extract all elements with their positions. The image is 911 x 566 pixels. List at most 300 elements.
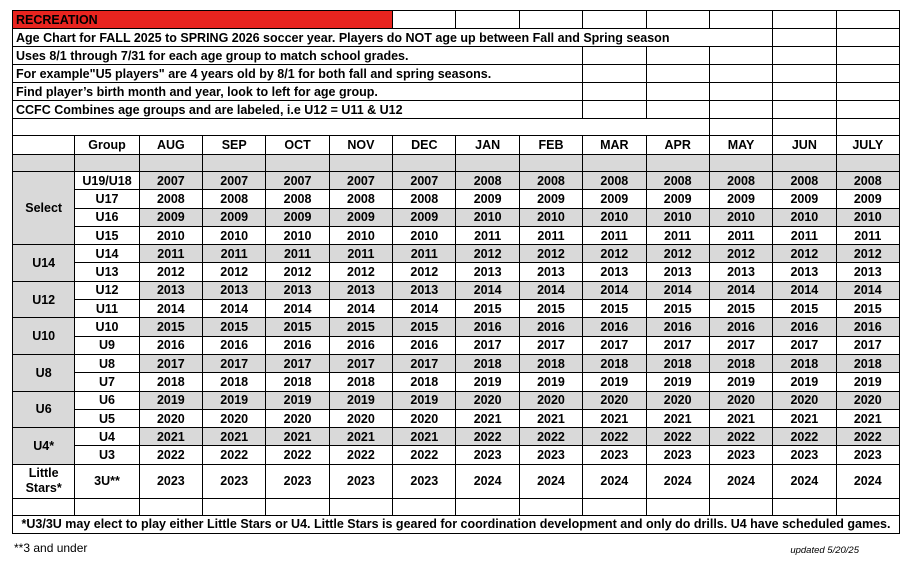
group-cell: U8 [75, 354, 139, 372]
year-cell: 2023 [709, 446, 772, 464]
group-cell: U13 [75, 263, 139, 281]
table-row [13, 373, 900, 391]
year-cell: 2010 [393, 226, 456, 244]
empty-cell [836, 119, 899, 136]
year-cell: 2008 [646, 172, 709, 190]
year-cell: 2019 [519, 373, 582, 391]
intro-row [13, 101, 900, 119]
year-cell: 2019 [139, 391, 202, 409]
empty-cell [139, 498, 202, 515]
year-cell: 2015 [773, 300, 836, 318]
column-header-month: APR [646, 136, 709, 155]
year-cell: 2022 [583, 428, 646, 446]
column-header-month: JUN [773, 136, 836, 155]
year-cell: 2020 [456, 391, 519, 409]
year-cell: 2023 [139, 464, 202, 498]
year-cell: 2023 [836, 446, 899, 464]
column-header-month: AUG [139, 136, 202, 155]
table-row [13, 354, 900, 372]
empty-cell [646, 65, 709, 83]
year-cell: 2008 [393, 190, 456, 208]
year-cell: 2011 [773, 226, 836, 244]
year-cell: 2022 [646, 428, 709, 446]
year-cell: 2012 [329, 263, 392, 281]
empty-cell [773, 119, 836, 136]
year-cell: 2007 [393, 172, 456, 190]
empty-cell [583, 155, 646, 172]
column-header-month: DEC [393, 136, 456, 155]
year-cell: 2022 [709, 428, 772, 446]
group-cell: U16 [75, 208, 139, 226]
empty-cell [75, 498, 139, 515]
year-cell: 2011 [139, 245, 202, 263]
year-cell: 2009 [139, 208, 202, 226]
year-cell: 2011 [456, 226, 519, 244]
table-row [13, 245, 900, 263]
title-row [13, 11, 900, 29]
empty-cell [709, 498, 772, 515]
year-cell: 2018 [519, 354, 582, 372]
intro-row [13, 83, 900, 101]
empty-cell [836, 101, 899, 119]
year-cell: 2018 [139, 373, 202, 391]
little-stars-row [13, 464, 900, 498]
table-row [13, 208, 900, 226]
empty-cell [773, 498, 836, 515]
year-cell: 2009 [583, 190, 646, 208]
empty-cell [519, 11, 582, 29]
year-cell: 2018 [583, 354, 646, 372]
year-cell: 2022 [773, 428, 836, 446]
table-row [13, 409, 900, 427]
empty-cell [836, 47, 899, 65]
year-cell: 2014 [519, 281, 582, 299]
year-cell: 2015 [266, 318, 329, 336]
age-group-label-little-stars [13, 464, 75, 498]
year-cell: 2017 [203, 354, 266, 372]
year-cell: 2010 [709, 208, 772, 226]
year-cell: 2016 [583, 318, 646, 336]
column-header-month: OCT [266, 136, 329, 155]
intro-line: Uses 8/1 through 7/31 for each age group to match school grades. [13, 47, 583, 65]
group-cell: U19/U18 [75, 172, 139, 190]
year-cell: 2015 [583, 300, 646, 318]
group-cell: U9 [75, 336, 139, 354]
year-cell: 2024 [836, 464, 899, 498]
table-row [13, 226, 900, 244]
year-cell: 2008 [773, 172, 836, 190]
year-cell: 2015 [456, 300, 519, 318]
year-cell: 2015 [709, 300, 772, 318]
year-cell: 2010 [329, 226, 392, 244]
group-cell: U10 [75, 318, 139, 336]
year-cell: 2011 [709, 226, 772, 244]
empty-cell [13, 136, 75, 155]
year-cell: 2020 [646, 391, 709, 409]
year-cell: 2017 [456, 336, 519, 354]
age-group-label: U4* [13, 428, 75, 465]
empty-cell [646, 47, 709, 65]
year-cell: 2019 [329, 391, 392, 409]
year-cell: 2011 [393, 245, 456, 263]
empty-cell [329, 155, 392, 172]
year-cell: 2020 [709, 391, 772, 409]
table-row [13, 172, 900, 190]
empty-cell [836, 11, 899, 29]
empty-cell [583, 498, 646, 515]
empty-cell [203, 155, 266, 172]
empty-cell [646, 11, 709, 29]
year-cell: 2009 [266, 208, 329, 226]
year-cell: 2010 [456, 208, 519, 226]
year-cell: 2014 [266, 300, 329, 318]
intro-line: For example"U5 players" are 4 years old by 8/1 for both fall and spring seasons. [13, 65, 583, 83]
year-cell: 2020 [329, 409, 392, 427]
year-cell: 2010 [139, 226, 202, 244]
year-cell: 2012 [393, 263, 456, 281]
year-cell: 2023 [456, 446, 519, 464]
year-cell: 2017 [709, 336, 772, 354]
year-cell: 2017 [583, 336, 646, 354]
table-row [13, 300, 900, 318]
year-cell: 2023 [519, 446, 582, 464]
empty-cell [583, 83, 646, 101]
empty-cell [583, 11, 646, 29]
year-cell: 2017 [393, 354, 456, 372]
year-cell: 2014 [583, 281, 646, 299]
year-cell: 2016 [329, 336, 392, 354]
intro-line: CCFC Combines age groups and are labeled, i.e U12 = U11 & U12 [13, 101, 583, 119]
year-cell: 2019 [773, 373, 836, 391]
year-cell: 2021 [646, 409, 709, 427]
year-cell: 2012 [836, 245, 899, 263]
table-row [13, 336, 900, 354]
year-cell: 2015 [139, 318, 202, 336]
empty-cell [456, 498, 519, 515]
group-cell: U6 [75, 391, 139, 409]
year-cell: 2023 [583, 446, 646, 464]
year-cell: 2010 [646, 208, 709, 226]
year-cell: 2020 [583, 391, 646, 409]
updated-date: updated 5/20/25 [790, 545, 859, 556]
gray-spacer-row [13, 155, 900, 172]
year-cell: 2022 [139, 446, 202, 464]
year-cell: 2018 [456, 354, 519, 372]
year-cell: 2008 [329, 190, 392, 208]
year-cell: 2020 [393, 409, 456, 427]
column-header-month: JULY [836, 136, 899, 155]
year-cell: 2022 [203, 446, 266, 464]
year-cell: 2019 [836, 373, 899, 391]
title-recreation: RECREATION [13, 11, 393, 29]
year-cell: 2015 [393, 318, 456, 336]
year-cell: 2021 [266, 428, 329, 446]
empty-cell [583, 101, 646, 119]
year-cell: 2019 [709, 373, 772, 391]
footnote-3-and-under: **3 and under [14, 541, 88, 555]
table-row [13, 281, 900, 299]
empty-cell [13, 498, 75, 515]
year-cell: 2019 [583, 373, 646, 391]
group-cell: U7 [75, 373, 139, 391]
year-cell: 2017 [139, 354, 202, 372]
group-cell: U14 [75, 245, 139, 263]
year-cell: 2007 [266, 172, 329, 190]
intro-line: Age Chart for FALL 2025 to SPRING 2026 soccer year. Players do NOT age up between Fall and Spring season [13, 29, 773, 47]
empty-cell [709, 155, 772, 172]
year-cell: 2013 [456, 263, 519, 281]
year-cell: 2008 [836, 172, 899, 190]
year-cell: 2009 [456, 190, 519, 208]
year-cell: 2021 [583, 409, 646, 427]
year-cell: 2020 [139, 409, 202, 427]
year-cell: 2015 [519, 300, 582, 318]
year-cell: 2014 [709, 281, 772, 299]
year-cell: 2012 [583, 245, 646, 263]
year-cell: 2014 [329, 300, 392, 318]
group-cell: U11 [75, 300, 139, 318]
year-cell: 2015 [646, 300, 709, 318]
empty-cell [836, 498, 899, 515]
year-cell: 2007 [329, 172, 392, 190]
empty-cell [773, 83, 836, 101]
little-stars-line2: Stars* [25, 481, 62, 496]
year-cell: 2021 [329, 428, 392, 446]
empty-cell [456, 11, 519, 29]
year-cell: 2016 [519, 318, 582, 336]
year-cell: 2011 [583, 226, 646, 244]
year-cell: 2012 [203, 263, 266, 281]
year-cell: 2021 [139, 428, 202, 446]
year-cell: 2013 [203, 281, 266, 299]
age-group-label: U6 [13, 391, 75, 428]
year-cell: 2013 [329, 281, 392, 299]
year-cell: 2024 [646, 464, 709, 498]
year-cell: 2014 [203, 300, 266, 318]
year-cell: 2009 [393, 208, 456, 226]
column-header-month: FEB [519, 136, 582, 155]
year-cell: 2013 [266, 281, 329, 299]
empty-cell [75, 155, 139, 172]
year-cell: 2019 [646, 373, 709, 391]
age-group-label: Select [13, 172, 75, 245]
year-cell: 2011 [836, 226, 899, 244]
year-cell: 2024 [583, 464, 646, 498]
year-cell: 2019 [266, 391, 329, 409]
year-cell: 2008 [266, 190, 329, 208]
empty-cell [393, 11, 456, 29]
column-header-month: MAR [583, 136, 646, 155]
year-cell: 2012 [646, 245, 709, 263]
empty-cell [393, 498, 456, 515]
empty-cell [709, 11, 772, 29]
year-cell: 2010 [519, 208, 582, 226]
year-cell: 2010 [836, 208, 899, 226]
year-cell: 2023 [203, 464, 266, 498]
year-cell: 2007 [139, 172, 202, 190]
age-group-label: U10 [13, 318, 75, 355]
empty-cell [13, 155, 75, 172]
empty-cell [583, 47, 646, 65]
year-cell: 2012 [519, 245, 582, 263]
year-cell: 2012 [456, 245, 519, 263]
year-cell: 2007 [203, 172, 266, 190]
year-cell: 2023 [646, 446, 709, 464]
year-cell: 2021 [203, 428, 266, 446]
year-cell: 2011 [203, 245, 266, 263]
year-cell: 2021 [456, 409, 519, 427]
year-cell: 2022 [266, 446, 329, 464]
empty-cell [266, 155, 329, 172]
group-cell: U17 [75, 190, 139, 208]
year-cell: 2023 [266, 464, 329, 498]
year-cell: 2018 [773, 354, 836, 372]
group-cell: U4 [75, 428, 139, 446]
column-header-month: NOV [329, 136, 392, 155]
empty-cell [709, 119, 772, 136]
table-row [13, 391, 900, 409]
year-cell: 2018 [203, 373, 266, 391]
year-cell: 2009 [519, 190, 582, 208]
year-cell: 2013 [836, 263, 899, 281]
year-cell: 2022 [519, 428, 582, 446]
year-cell: 2013 [709, 263, 772, 281]
group-cell: U3 [75, 446, 139, 464]
year-cell: 2016 [393, 336, 456, 354]
group-cell: U15 [75, 226, 139, 244]
year-cell: 2021 [773, 409, 836, 427]
empty-cell [646, 101, 709, 119]
year-cell: 2013 [583, 263, 646, 281]
year-cell: 2019 [456, 373, 519, 391]
empty-cell [203, 498, 266, 515]
year-cell: 2010 [203, 226, 266, 244]
year-cell: 2013 [393, 281, 456, 299]
intro-row [13, 47, 900, 65]
header-row [13, 136, 900, 155]
empty-cell [773, 101, 836, 119]
empty-cell [773, 65, 836, 83]
year-cell: 2010 [266, 226, 329, 244]
year-cell: 2023 [329, 464, 392, 498]
year-cell: 2021 [836, 409, 899, 427]
year-cell: 2016 [836, 318, 899, 336]
year-cell: 2010 [773, 208, 836, 226]
empty-cell [646, 83, 709, 101]
empty-cell [773, 47, 836, 65]
empty-cell [836, 83, 899, 101]
year-cell: 2020 [519, 391, 582, 409]
empty-cell [393, 155, 456, 172]
year-cell: 2020 [266, 409, 329, 427]
year-cell: 2008 [519, 172, 582, 190]
footnote: *U3/3U may elect to play either Little Stars or U4. Little Stars is geared for coordination development and only do drills. U4 have scheduled games. [13, 515, 900, 533]
year-cell: 2010 [583, 208, 646, 226]
year-cell: 2020 [773, 391, 836, 409]
year-cell: 2020 [836, 391, 899, 409]
column-header-month: JAN [456, 136, 519, 155]
year-cell: 2011 [519, 226, 582, 244]
empty-cell [836, 65, 899, 83]
column-header-month: SEP [203, 136, 266, 155]
year-cell: 2018 [393, 373, 456, 391]
group-cell: U5 [75, 409, 139, 427]
year-cell: 2016 [456, 318, 519, 336]
year-cell: 2015 [836, 300, 899, 318]
year-cell: 2014 [456, 281, 519, 299]
year-cell: 2008 [709, 172, 772, 190]
year-cell: 2013 [773, 263, 836, 281]
year-cell: 2012 [709, 245, 772, 263]
year-cell: 2009 [203, 208, 266, 226]
age-chart-table [12, 10, 900, 534]
year-cell: 2022 [456, 428, 519, 446]
year-cell: 2017 [646, 336, 709, 354]
year-cell: 2011 [266, 245, 329, 263]
year-cell: 2022 [836, 428, 899, 446]
year-cell: 2015 [203, 318, 266, 336]
year-cell: 2009 [836, 190, 899, 208]
intro-line: Find player’s birth month and year, look to left for age group. [13, 83, 583, 101]
year-cell: 2009 [646, 190, 709, 208]
group-cell: U12 [75, 281, 139, 299]
year-cell: 2012 [266, 263, 329, 281]
year-cell: 2021 [519, 409, 582, 427]
empty-cell [709, 101, 772, 119]
year-cell: 2014 [836, 281, 899, 299]
empty-cell [329, 498, 392, 515]
year-cell: 2012 [773, 245, 836, 263]
year-cell: 2019 [203, 391, 266, 409]
age-group-label: U14 [13, 245, 75, 282]
intro-row [13, 65, 900, 83]
year-cell: 2020 [203, 409, 266, 427]
year-cell: 2024 [773, 464, 836, 498]
year-cell: 2013 [519, 263, 582, 281]
year-cell: 2011 [329, 245, 392, 263]
year-cell: 2022 [329, 446, 392, 464]
year-cell: 2009 [329, 208, 392, 226]
year-cell: 2017 [773, 336, 836, 354]
year-cell: 2014 [646, 281, 709, 299]
table-row [13, 190, 900, 208]
year-cell: 2018 [329, 373, 392, 391]
year-cell: 2009 [709, 190, 772, 208]
table-row [13, 263, 900, 281]
year-cell: 2024 [709, 464, 772, 498]
little-stars-line1: Little [28, 466, 59, 481]
year-cell: 2015 [329, 318, 392, 336]
year-cell: 2016 [646, 318, 709, 336]
year-cell: 2013 [139, 281, 202, 299]
year-cell: 2017 [519, 336, 582, 354]
year-cell: 2022 [393, 446, 456, 464]
empty-cell [519, 155, 582, 172]
empty-cell [13, 119, 710, 136]
year-cell: 2017 [266, 354, 329, 372]
blank-row [13, 498, 900, 515]
year-cell: 2013 [646, 263, 709, 281]
empty-cell [773, 29, 836, 47]
empty-cell [836, 155, 899, 172]
year-cell: 2023 [773, 446, 836, 464]
empty-cell [519, 498, 582, 515]
year-cell: 2018 [646, 354, 709, 372]
year-cell: 2024 [519, 464, 582, 498]
year-cell: 2023 [393, 464, 456, 498]
empty-cell [773, 155, 836, 172]
year-cell: 2014 [393, 300, 456, 318]
